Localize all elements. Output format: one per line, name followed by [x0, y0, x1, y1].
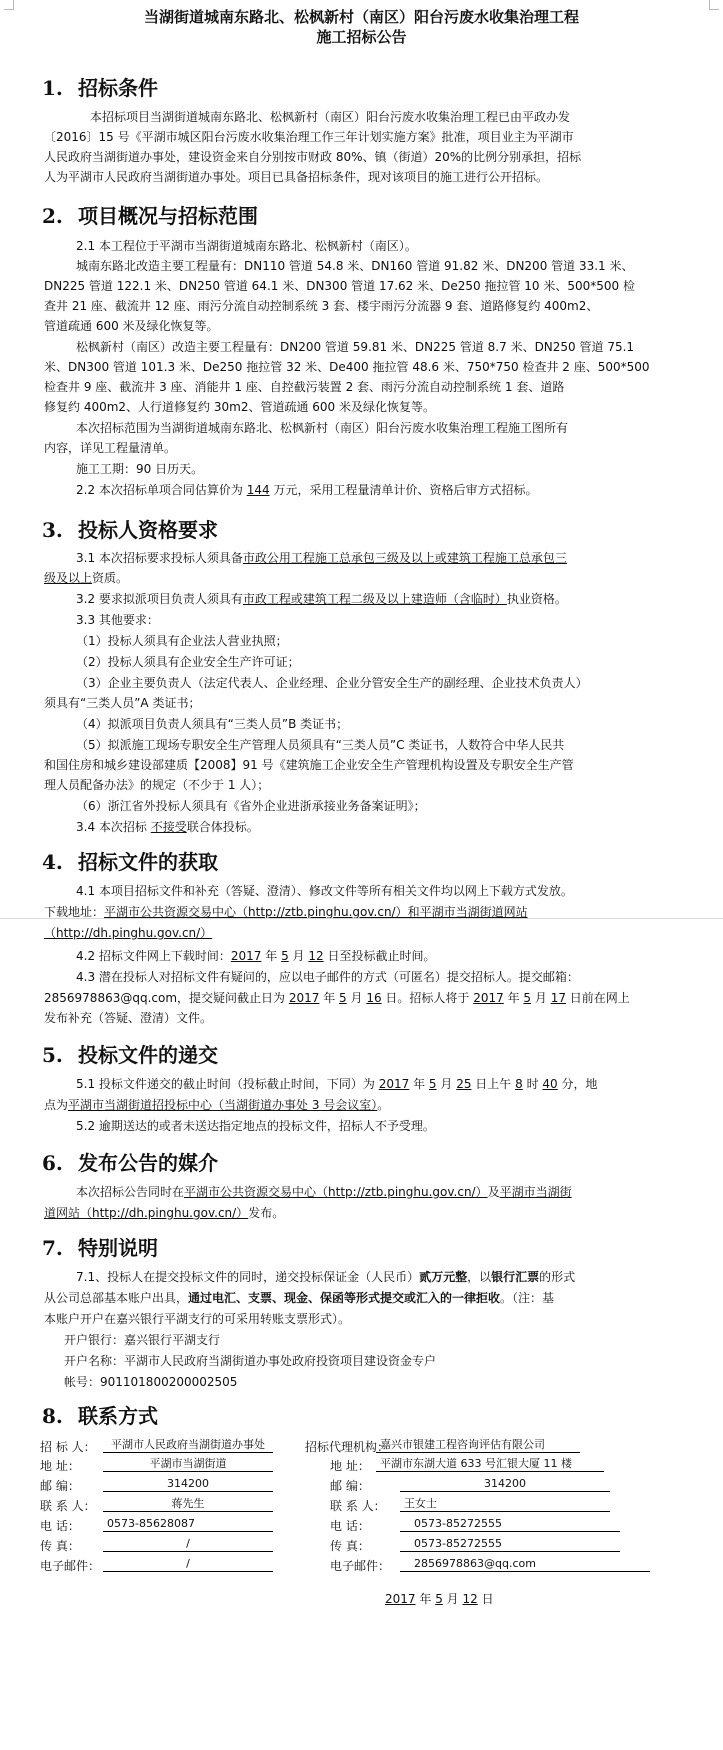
text: 及	[487, 1185, 500, 1199]
section-number: 6.	[42, 1151, 63, 1175]
month: 5	[339, 991, 347, 1005]
year: 2017	[288, 991, 320, 1005]
text: 2856978863@qq.com，提交疑问截止日为	[44, 991, 289, 1005]
s2-line-8: 检查井 9 座、截流井 3 座、消能井 1 座、自控截污装置 2 套、雨污分流自动控制系统 1 套、道路	[44, 380, 565, 394]
text: 日	[477, 1592, 494, 1606]
day: 25	[456, 1077, 472, 1091]
s2-line-10: 本次招标范围为当湖街道城南东路北、松枫新村（南区）阳台污废水收集治理工程施工图所有	[76, 421, 569, 435]
tenderer-label: 招 标 人：	[40, 1440, 96, 1454]
text: 月	[436, 1077, 457, 1091]
address-label: 地 址：	[40, 1459, 80, 1473]
minute: 40	[542, 1077, 558, 1091]
section-5-heading	[42, 1039, 218, 1068]
fax-label: 传 真：	[330, 1539, 370, 1553]
s1-line-3: 人民政府当湖街道办事处，建设资金来自分别按市财政 80%、镇（街道）20%的比例分别承担，招标	[44, 150, 582, 164]
address-value: 平湖市东湖大道 633 号汇银大厦 11 楼	[376, 1456, 604, 1472]
email-label: 电子邮件：	[330, 1559, 391, 1573]
email-label: 电子邮件：	[40, 1559, 101, 1573]
section-1-heading	[42, 72, 158, 101]
doc-title-line1: 当湖街道城南东路北、松枫新村（南区）阳台污废水收集治理工程	[143, 8, 579, 26]
s3-line-5: （1）投标人须具有企业法人营业执照；	[76, 634, 288, 648]
text: 执业资格。	[506, 592, 567, 606]
section-title: 联系方式	[78, 1404, 158, 1428]
s3-line-11: 和国住房和城乡建设部建质【2008】91 号《建筑施工企业安全生产管理机构设置及专职安全生产管	[44, 758, 574, 772]
s3-line-9: （4）拟派项目负责人须具有“三类人员”B 类证书；	[76, 717, 349, 731]
section-6-heading	[42, 1147, 218, 1176]
email-value: 2856978863@qq.com	[400, 1556, 650, 1572]
text: 日至投标截止时间。	[323, 949, 436, 963]
section-3-heading	[42, 514, 218, 543]
address-value: 平湖市当湖街道	[103, 1456, 273, 1472]
s7-line-2	[44, 1289, 554, 1308]
year: 2017	[378, 1077, 410, 1091]
agency-label: 招标代理机构：	[305, 1440, 390, 1454]
contact-value: 蒋先生	[103, 1496, 273, 1512]
s7-line-1	[76, 1268, 575, 1287]
text: 3.4 本次招标	[76, 820, 151, 834]
text: 日。招标人将于	[381, 991, 474, 1005]
ztb-website-link[interactable]: 平湖市公共资源交易中心（http://ztb.pinghu.gov.cn/）	[184, 1185, 488, 1199]
s1-line-1: 本招标项目当湖街道城南东路北、松枫新村（南区）阳台污废水收集治理工程已由平政办发	[90, 110, 571, 124]
month: 5	[523, 991, 532, 1005]
rejection-rule: 通过电汇、支票、现金、保函等形式提交或汇入的一律拒收	[188, 1291, 501, 1305]
fax-value: /	[103, 1536, 273, 1552]
s5-line-3: 5.2 逾期送达的或者未送达指定地点的投标文件，招标人不予受理。	[76, 1119, 435, 1133]
text: 日前在网上	[565, 991, 630, 1005]
builder-requirement: 市政工程或建筑工程二级及以上建造师（含临时）	[242, 592, 507, 606]
text: 年	[503, 991, 524, 1005]
consortium-rule: 不接受	[150, 820, 187, 834]
section-title: 投标文件的递交	[78, 1043, 218, 1067]
text: 5.1 投标文件递交的截止时间（投标截止时间，下同）为	[76, 1077, 379, 1091]
s4-line-2	[44, 903, 528, 922]
tenderer-value: 平湖市人民政府当湖街道办事处	[103, 1437, 273, 1453]
section-title: 特别说明	[78, 1236, 158, 1260]
text: 年	[409, 1077, 429, 1091]
s4-line-5: 4.3 潜在投标人对招标文件有疑问的，应以电子邮件的方式（可匿名）提交招标人。提交邮箱：	[76, 970, 579, 984]
s3-line-8: 须具有“三类人员”A 类证书；	[44, 696, 201, 710]
s6-line-2	[44, 1204, 284, 1223]
month: 5	[435, 1592, 443, 1606]
month: 5	[281, 949, 289, 963]
s3-line-4: 3.3 其他要求：	[76, 613, 159, 627]
year: 2017	[230, 949, 262, 963]
text: 下载地址：	[44, 905, 105, 919]
section-8-heading	[42, 1400, 158, 1429]
s2-line-7: 米、DN300 管道 101.3 米、De250 拖拉管 32 米、De400 拖拉管 48.6 米、750*750 检查井 2 座、500*500	[44, 360, 650, 374]
s7-account-number: 帐号：901101800200002505	[64, 1375, 238, 1389]
s2-line-1: 2.1 本工程位于平湖市当湖街道城南东路北、松枫新村（南区）。	[76, 239, 417, 253]
contact-value: 王女士	[400, 1496, 610, 1512]
s1-line-4: 人为平湖市人民政府当湖街道办事处。项目已具备招标条件，现对该项目的施工进行公开招标。	[44, 170, 549, 184]
day: 17	[550, 991, 566, 1005]
payment-form: 银行汇票	[491, 1270, 540, 1284]
submission-place: 平湖市当湖街道招投标中心（当湖街道办事处 3 号会议室）	[68, 1098, 378, 1112]
section-7-heading	[42, 1232, 158, 1261]
text: 发布。	[248, 1206, 285, 1220]
text: 月	[288, 949, 309, 963]
deposit-amount: 贰万元整	[419, 1270, 468, 1284]
text: 4.2 招标文件网上下载时间：	[76, 949, 231, 963]
text: 2.2 本次招标单项合同估算价为	[76, 483, 247, 497]
text: 本次招标公告同时在	[76, 1185, 185, 1199]
section-2-heading	[42, 200, 258, 229]
s2-line-13	[76, 481, 537, 500]
phone-label: 电 话：	[330, 1519, 370, 1533]
s7-line-3: 本账户开户在嘉兴银行平湖支行的可采用转账支票形式）。	[44, 1312, 351, 1326]
s3-line-6: （2）投标人须具有企业安全生产许可证；	[76, 655, 300, 669]
text: ，以	[467, 1270, 492, 1284]
day: 12	[462, 1592, 478, 1606]
contact-label: 联 系 人：	[40, 1499, 96, 1513]
section-4-heading	[42, 846, 218, 875]
notice-date	[385, 1590, 494, 1609]
s7-account-name: 开户名称：平湖市人民政府当湖街道办事处政府投资项目建设资金专户	[64, 1354, 437, 1368]
text: 月	[531, 991, 551, 1005]
s5-line-1	[76, 1075, 598, 1094]
text: 3.2 要求拟派项目负责人须具有	[76, 592, 243, 606]
s3-line-12: 理人员配备办法》的规定（不少于 1 人）；	[44, 778, 270, 792]
text: 月	[346, 991, 367, 1005]
text: 的形式	[539, 1270, 576, 1284]
fax-label: 传 真：	[40, 1539, 80, 1553]
dh-website-link[interactable]: （http://dh.pinghu.gov.cn/）	[44, 926, 213, 940]
contract-price: 144	[246, 483, 270, 497]
text: 年	[261, 949, 282, 963]
postcode-label: 邮 编：	[40, 1479, 80, 1493]
phone-label: 电 话：	[40, 1519, 80, 1533]
section-title: 招标文件的获取	[78, 850, 218, 874]
text: 点为	[44, 1098, 69, 1112]
text: 从公司总部基本账户出具，	[44, 1291, 189, 1305]
s4-line-4	[76, 947, 435, 966]
email-value: /	[103, 1556, 273, 1572]
section-number: 4.	[42, 850, 63, 874]
s7-bank: 开户银行：嘉兴银行平湖支行	[64, 1333, 221, 1347]
text: 资质。	[92, 571, 129, 585]
section-number: 2.	[42, 204, 63, 228]
phone-value: 0573-85628087	[103, 1516, 273, 1532]
s6-line-1	[76, 1183, 572, 1202]
year: 2017	[385, 1592, 416, 1606]
hour: 8	[515, 1077, 523, 1091]
s4-line-6	[44, 989, 630, 1008]
phone-value: 0573-85272555	[400, 1516, 620, 1532]
s4-line-3	[44, 924, 212, 943]
qualification-requirement-cont: 级及以上	[44, 571, 93, 585]
page-break-line	[0, 918, 723, 919]
month: 5	[428, 1077, 437, 1091]
section-number: 7.	[42, 1236, 63, 1260]
section-title: 招标条件	[78, 76, 158, 100]
section-title: 项目概况与招标范围	[78, 204, 258, 228]
postcode-value: 314200	[400, 1476, 610, 1492]
s5-line-2	[44, 1096, 389, 1115]
s2-line-11: 内容，详见工程量清单。	[44, 441, 177, 455]
s2-line-2: 城南东路北改造主要工程量有：DN110 管道 54.8 米、DN160 管道 91.82 米、DN200 管道 33.1 米、	[76, 259, 634, 273]
text: 时	[522, 1077, 543, 1091]
qualification-requirement: 市政公用工程施工总承包三级及以上或建筑工程施工总承包三	[242, 551, 567, 565]
s3-line-13: （6）浙江省外投标人须具有《省外企业进浙承接业务备案证明》；	[76, 799, 426, 813]
s3-line-2	[44, 569, 128, 588]
year: 2017	[473, 991, 504, 1005]
text: 分，地	[557, 1077, 598, 1091]
s3-line-10: （5）拟派施工现场专职安全生产管理人员须具有“三类人员”C 类证书，人数符合中华人民共	[76, 738, 565, 752]
text: 万元，采用工程量清单计价、资格后审方式招标。	[269, 483, 538, 497]
s2-line-4: 查井 21 座、截流井 12 座、雨污分流自动控制系统 3 套、楼宇雨污分流器 9 套、道路修复约 400m2、	[44, 299, 599, 313]
text: 。	[377, 1098, 390, 1112]
s3-line-7: （3）企业主要负责人（法定代表人、企业经理、企业分管安全生产的副经理、企业技术负责人）	[76, 676, 588, 690]
s3-line-14	[76, 818, 259, 837]
text: 月	[442, 1592, 463, 1606]
doc-title-line2: 施工招标公告	[316, 28, 407, 46]
s2-line-12: 施工工期：90 日历天。	[76, 462, 204, 476]
contact-label: 联 系 人：	[330, 1499, 386, 1513]
text: 3.1 本次招标要求投标人须具备	[76, 551, 243, 565]
text: 。（注：基	[500, 1291, 555, 1305]
text: 年	[415, 1592, 436, 1606]
text: 联合体投标。	[186, 820, 259, 834]
s1-line-2: 〔2016〕15 号《平湖市城区阳台污废水收集治理工作三年计划实施方案》批准，项目业主为平湖市	[44, 130, 574, 144]
s4-line-7: 发布补充（答疑、澄清）文件。	[44, 1011, 213, 1025]
postcode-value: 314200	[103, 1476, 273, 1492]
section-number: 8.	[42, 1404, 63, 1428]
text: 日上午	[471, 1077, 516, 1091]
section-title: 发布公告的媒介	[78, 1151, 218, 1175]
dh-website-link-cont[interactable]: 道网站（http://dh.pinghu.gov.cn/）	[44, 1206, 249, 1220]
day: 16	[366, 991, 382, 1005]
dh-website-link[interactable]: 平湖市当湖街	[499, 1185, 572, 1199]
agency-value: 嘉兴市银建工程咨询评估有限公司	[376, 1437, 580, 1453]
text: 年	[319, 991, 340, 1005]
s3-line-1	[76, 549, 567, 568]
fax-value: 0573-85272555	[400, 1536, 620, 1552]
s2-line-3: DN225 管道 122.1 米、DN250 管道 64.1 米、DN300 管道 17.62 米、De250 拖拉管 10 米、500*500 检	[44, 279, 635, 293]
postcode-label: 邮 编：	[330, 1479, 370, 1493]
download-address-link[interactable]: 平湖市公共资源交易中心（http://ztb.pinghu.gov.cn/）和平湖市当湖街道网站	[104, 905, 528, 919]
s2-line-5: 管道疏通 600 米及绿化恢复等。	[44, 319, 219, 333]
day: 12	[308, 949, 324, 963]
s4-line-1: 4.1 本项目招标文件和补充（答疑、澄清）、修改文件等所有相关文件均以网上下载方式发放。	[76, 884, 573, 898]
s2-line-6: 松枫新村（南区）改造主要工程量有：DN200 管道 59.81 米、DN225 管道 8.7 米、DN250 管道 75.1	[76, 340, 635, 354]
address-label: 地 址：	[330, 1459, 370, 1473]
text: 7.1、投标人在提交投标文件的同时，递交投标保证金（人民币）	[76, 1270, 420, 1284]
s3-line-3	[76, 590, 567, 609]
section-title: 投标人资格要求	[78, 518, 218, 542]
section-number: 5.	[42, 1043, 63, 1067]
s2-line-9: 修复约 400m2、人行道修复约 30m2、管道疏通 600 米及绿化恢复等。	[44, 400, 435, 414]
section-number: 3.	[42, 518, 63, 542]
section-number: 1.	[42, 76, 63, 100]
